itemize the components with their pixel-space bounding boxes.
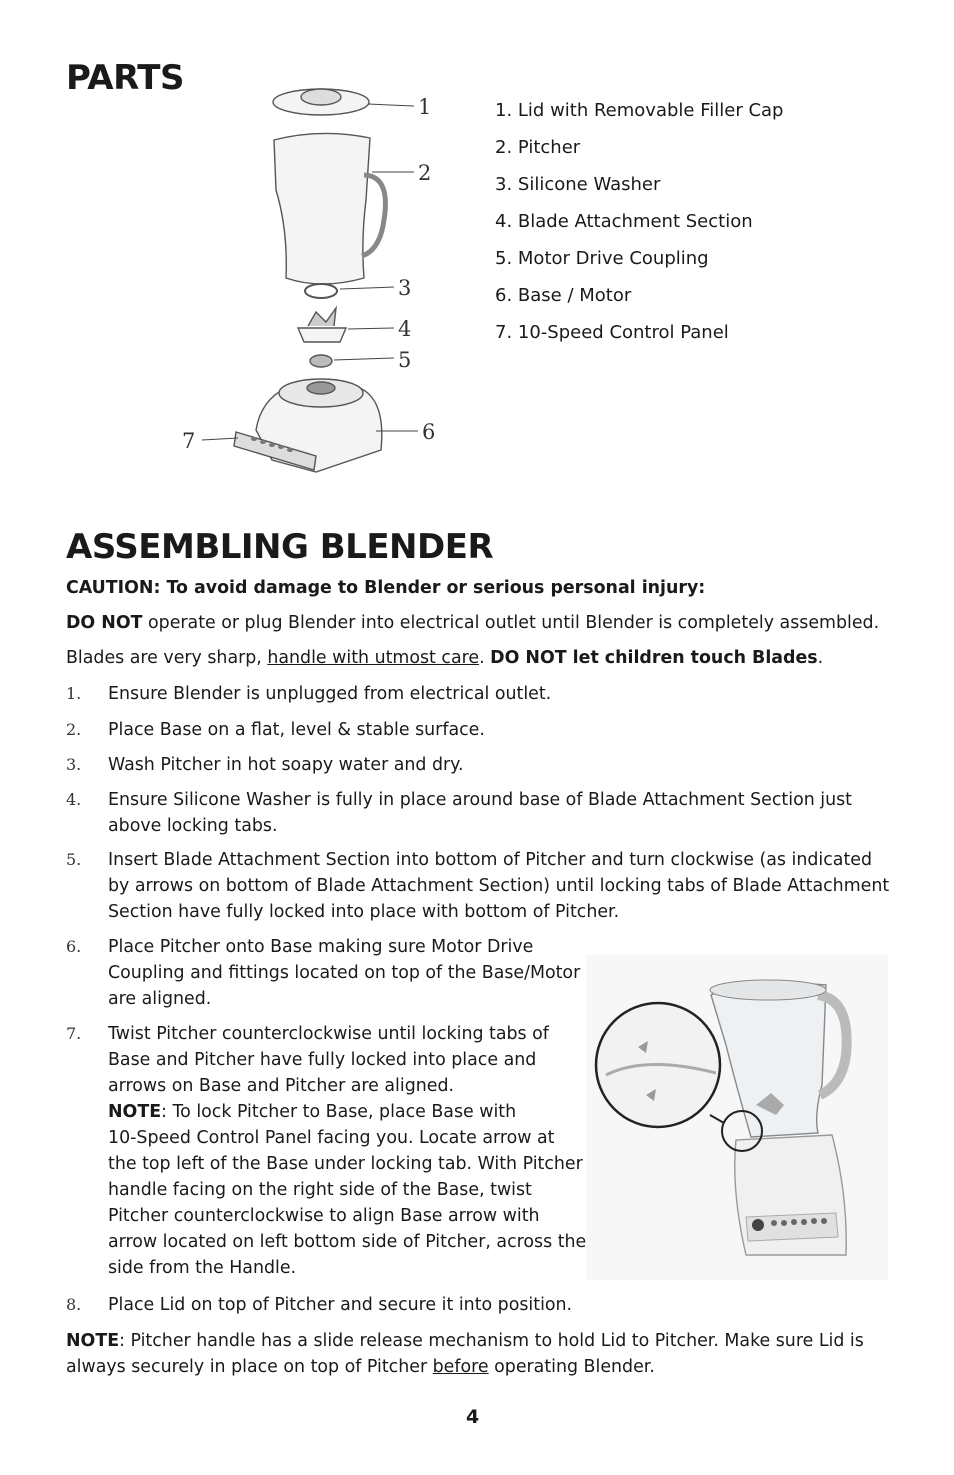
do-not-bold: DO NOT xyxy=(66,613,143,633)
step-note-line xyxy=(108,1099,586,1125)
callout-5: 5 xyxy=(398,348,412,372)
blades-text-end: . xyxy=(817,648,824,668)
step-number: 5. xyxy=(66,850,82,869)
step-note-text: 10-Speed Control Panel facing you. Locate arrow at xyxy=(108,1128,555,1148)
step-number: 3. xyxy=(66,755,82,774)
step-text: Insert Blade Attachment Section into bottom of Pitcher and turn clockwise (as indicated xyxy=(108,850,872,870)
step-text: Section have fully locked into place with bottom of Pitcher. xyxy=(108,902,620,922)
step-note-text: arrow located on left bottom side of Pitcher, across the xyxy=(108,1232,587,1252)
callout-4: 4 xyxy=(398,317,412,341)
final-note-line-1 xyxy=(66,1328,864,1354)
step-text: Place Pitcher onto Base making sure Motor Drive xyxy=(108,937,534,957)
page-number: 4 xyxy=(466,1406,480,1428)
step-note-bold: NOTE xyxy=(108,1102,162,1122)
assembling-heading: ASSEMBLING BLENDER xyxy=(66,527,494,567)
step-note-text: handle facing on the right side of the Base, twist xyxy=(108,1180,532,1200)
final-note-text: always securely in place on top of Pitcher xyxy=(66,1357,433,1377)
step-text: Wash Pitcher in hot soapy water and dry. xyxy=(108,755,464,775)
step-text: are aligned. xyxy=(108,989,212,1009)
do-not-text: operate or plug Blender into electrical outlet until Blender is completely assembled. xyxy=(142,613,880,633)
step-text: arrows on Base and Pitcher are aligned. xyxy=(108,1076,455,1096)
final-note-text: operating Blender. xyxy=(488,1357,655,1377)
step-text: Twist Pitcher counterclockwise until locking tabs of xyxy=(108,1024,549,1044)
assembled-blender-photo xyxy=(586,955,888,1280)
blades-underline: handle with utmost care xyxy=(267,648,480,668)
callout-1: 1 xyxy=(418,95,432,119)
parts-list-item: 7. 10-Speed Control Panel xyxy=(495,322,729,343)
callout-2: 2 xyxy=(418,161,432,185)
step-number: 7. xyxy=(66,1024,82,1043)
final-note-bold: NOTE xyxy=(66,1331,120,1351)
step-number: 6. xyxy=(66,937,82,956)
step-note-text: the top left of the Base under locking tab. With Pitcher xyxy=(108,1154,583,1174)
step-note-text: side from the Handle. xyxy=(108,1258,297,1278)
step-text: Ensure Blender is unplugged from electrical outlet. xyxy=(108,684,552,704)
parts-heading: PARTS xyxy=(66,58,184,98)
parts-list xyxy=(495,92,783,351)
step-text: by arrows on bottom of Blade Attachment Section) until locking tabs of Blade Attachment xyxy=(108,876,890,896)
final-note-underline: before xyxy=(432,1357,489,1377)
parts-list-item: 3. Silicone Washer xyxy=(495,174,661,195)
parts-list-item: 1. Lid with Removable Filler Cap xyxy=(495,100,784,121)
blades-text-b: . xyxy=(479,648,491,668)
callout-7: 7 xyxy=(182,429,196,453)
parts-list-item: 6. Base / Motor xyxy=(495,285,632,306)
blades-bold: DO NOT let children touch Blades xyxy=(490,648,818,668)
final-note-text: : Pitcher handle has a slide release mechanism to hold Lid to Pitcher. Make sure Lid is xyxy=(119,1331,864,1351)
step-text: Ensure Silicone Washer is fully in place around base of Blade Attachment Section just xyxy=(108,790,853,810)
step-number: 2. xyxy=(66,720,82,739)
callout-6: 6 xyxy=(422,420,436,444)
step-note-text: Pitcher counterclockwise to align Base arrow with xyxy=(108,1206,540,1226)
step-text: Place Lid on top of Pitcher and secure it into position. xyxy=(108,1295,573,1315)
step-text: above locking tabs. xyxy=(108,816,278,836)
parts-list-item: 2. Pitcher xyxy=(495,137,581,158)
do-not-warning xyxy=(66,613,879,633)
step-note-text: : To lock Pitcher to Base, place Base with xyxy=(161,1102,517,1122)
step-number: 4. xyxy=(66,790,82,809)
callout-3: 3 xyxy=(398,276,412,300)
step-text: Base and Pitcher have fully locked into place and xyxy=(108,1050,537,1070)
step-number: 8. xyxy=(66,1295,82,1314)
final-note xyxy=(66,1328,864,1380)
parts-list-item: 5. Motor Drive Coupling xyxy=(495,248,709,269)
caution-text: CAUTION: To avoid damage to Blender or serious personal injury: xyxy=(66,578,706,598)
blades-text-a: Blades are very sharp, xyxy=(66,648,268,668)
exploded-parts-diagram xyxy=(176,80,456,500)
parts-list-item: 4. Blade Attachment Section xyxy=(495,211,753,232)
blades-warning xyxy=(66,648,823,668)
final-note-line-2 xyxy=(66,1354,864,1380)
step-number: 1. xyxy=(66,684,82,703)
step-text: Place Base on a flat, level & stable surface. xyxy=(108,720,485,740)
step-text: Coupling and fittings located on top of the Base/Motor xyxy=(108,963,581,983)
